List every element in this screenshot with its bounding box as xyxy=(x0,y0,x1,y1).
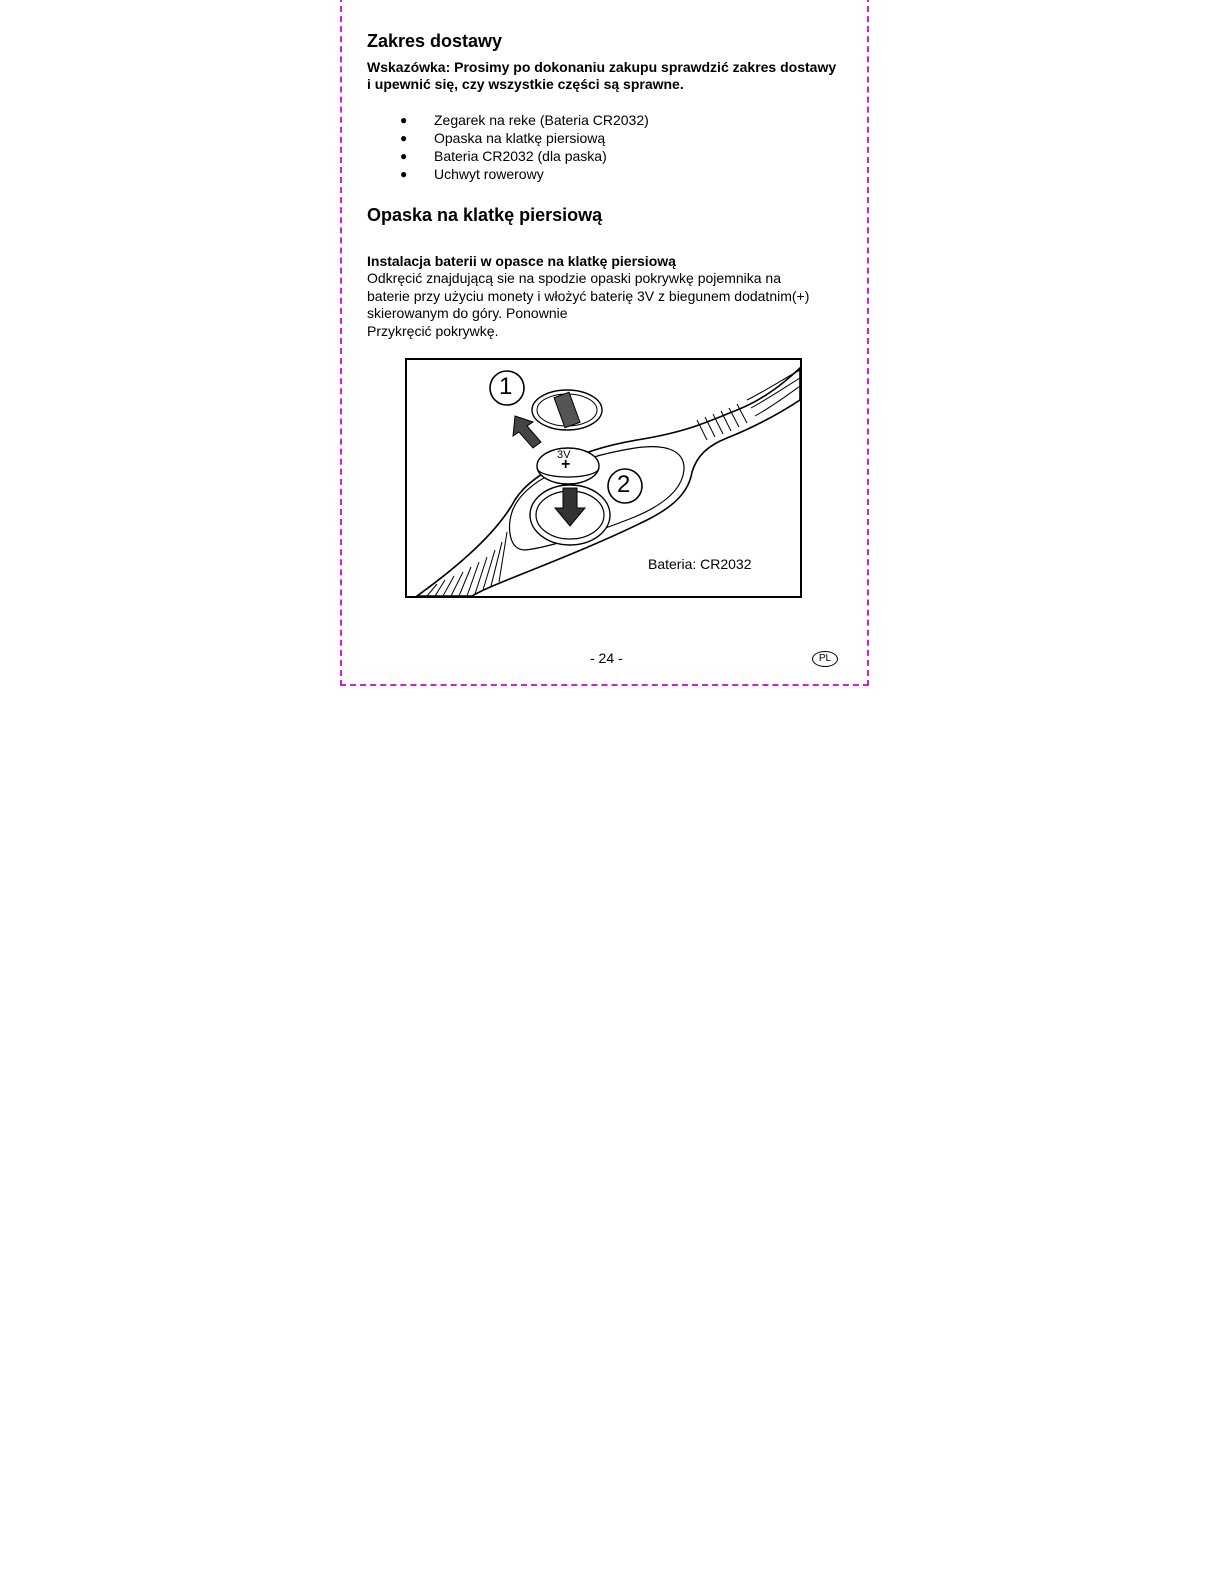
battery-install-heading: Instalacja baterii w opasce na klatkę piersiową xyxy=(367,253,676,269)
figure-caption: Bateria: CR2032 xyxy=(648,556,752,572)
section-title-chest-strap: Opaska na klatkę piersiową xyxy=(367,205,603,225)
bullet-icon: ● xyxy=(400,113,408,127)
language-badge: PL xyxy=(812,651,838,667)
battery-voltage-label: 3V xyxy=(557,449,571,461)
battery-install-instructions xyxy=(367,270,847,340)
list-item: ● Bateria CR2032 (dla paska) xyxy=(400,148,607,164)
list-item: ● Uchwyt rowerowy xyxy=(400,166,544,182)
section-title-delivery: Zakres dostawy xyxy=(367,31,503,51)
bullet-icon: ● xyxy=(400,167,408,181)
battery-installation-illustration xyxy=(405,358,802,598)
page-number: - 24 - xyxy=(590,650,623,666)
battery-polarity-label: + xyxy=(561,456,571,473)
list-item: ● Zegarek na reke (Bateria CR2032) xyxy=(400,112,649,128)
instruction-line: Odkręcić znajdującą sie na spodzie opaski pokrywkę pojemnika na xyxy=(367,270,781,286)
step-one-label: 1 xyxy=(499,373,513,400)
delivery-list xyxy=(398,111,649,183)
list-item: ● Opaska na klatkę piersiową xyxy=(400,130,606,146)
instruction-line: skierowanym do góry. Ponownie xyxy=(367,305,568,321)
delivery-note: Wskazówka: Prosimy po dokonaniu zakupu sprawdzić zakres dostawy i upewnić się, czy wszystkie części są sprawne. xyxy=(367,59,837,92)
bullet-icon: ● xyxy=(400,131,408,145)
instruction-line: baterie przy użyciu monety i włożyć baterię 3V z biegunem dodatnim(+) xyxy=(367,287,810,304)
instruction-line: Przykręcić pokrywkę. xyxy=(367,322,499,339)
step-two-label: 2 xyxy=(617,471,631,498)
bullet-icon: ● xyxy=(400,149,408,163)
